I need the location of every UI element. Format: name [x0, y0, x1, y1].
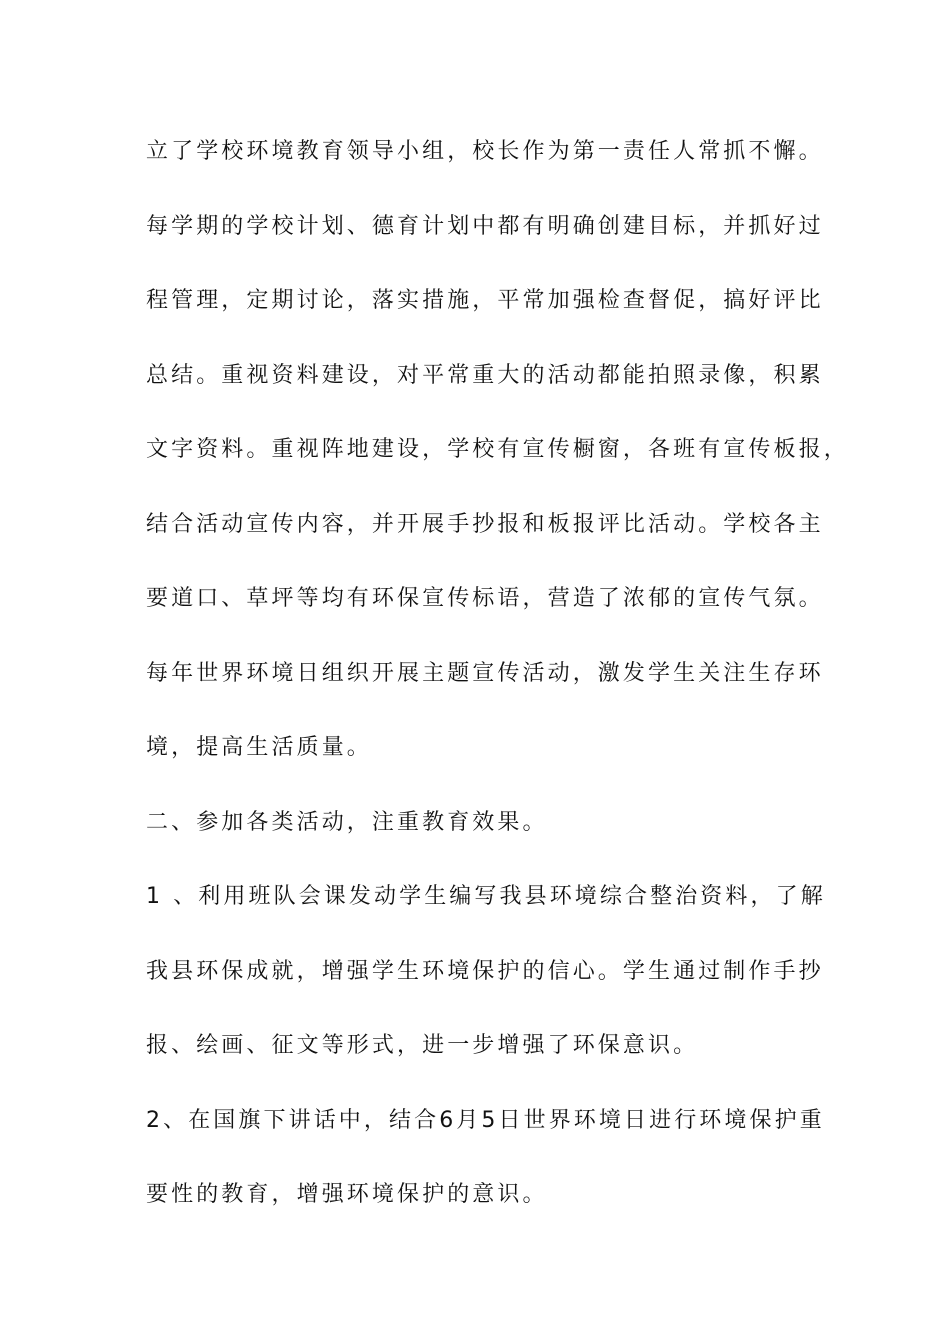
section-heading: 二、参加各类活动，注重教育效果。	[146, 809, 548, 835]
text-line: 文字资料。重视阵地建设，学校有宣传橱窗，各班有宣传板报，	[146, 437, 849, 462]
text-line: 结合活动宣传内容，并开展手抄报和板报评比活动。学校各主	[146, 511, 824, 537]
text-line: 报、绘画、征文等形式，进一步增强了环保意识。	[146, 1033, 699, 1058]
text-line: 要性的教育，增强环境保护的意识。	[146, 1182, 548, 1207]
text-line: 2、在国旗下讲话中，结合6月5日世界环境日进行环境保护重	[146, 1107, 825, 1133]
text-line: 立了学校环境教育领导小组，校长作为第一责任人常抓不懈。	[146, 139, 824, 164]
text-line: 境，提高生活质量。	[146, 735, 372, 760]
document-body	[146, 124, 849, 1242]
text-line: 总结。重视资料建设，对平常重大的活动都能拍照录像，积累	[146, 362, 824, 388]
text-line: 我县环保成就，增强学生环境保护的信心。学生通过制作手抄	[146, 958, 824, 984]
text-line: 1 、利用班队会课发动学生编写我县环境综合整治资料，了解	[146, 884, 826, 909]
text-line: 每学期的学校计划、德育计划中都有明确创建目标，并抓好过	[146, 213, 824, 239]
text-line: 程管理，定期讨论，落实措施，平常加强检查督促，搞好评比	[146, 288, 824, 313]
text-line: 要道口、草坪等均有环保宣传标语，营造了浓郁的宣传气氛。	[146, 586, 824, 611]
text-line: 每年世界环境日组织开展主题宣传活动，激发学生关注生存环	[146, 660, 824, 686]
